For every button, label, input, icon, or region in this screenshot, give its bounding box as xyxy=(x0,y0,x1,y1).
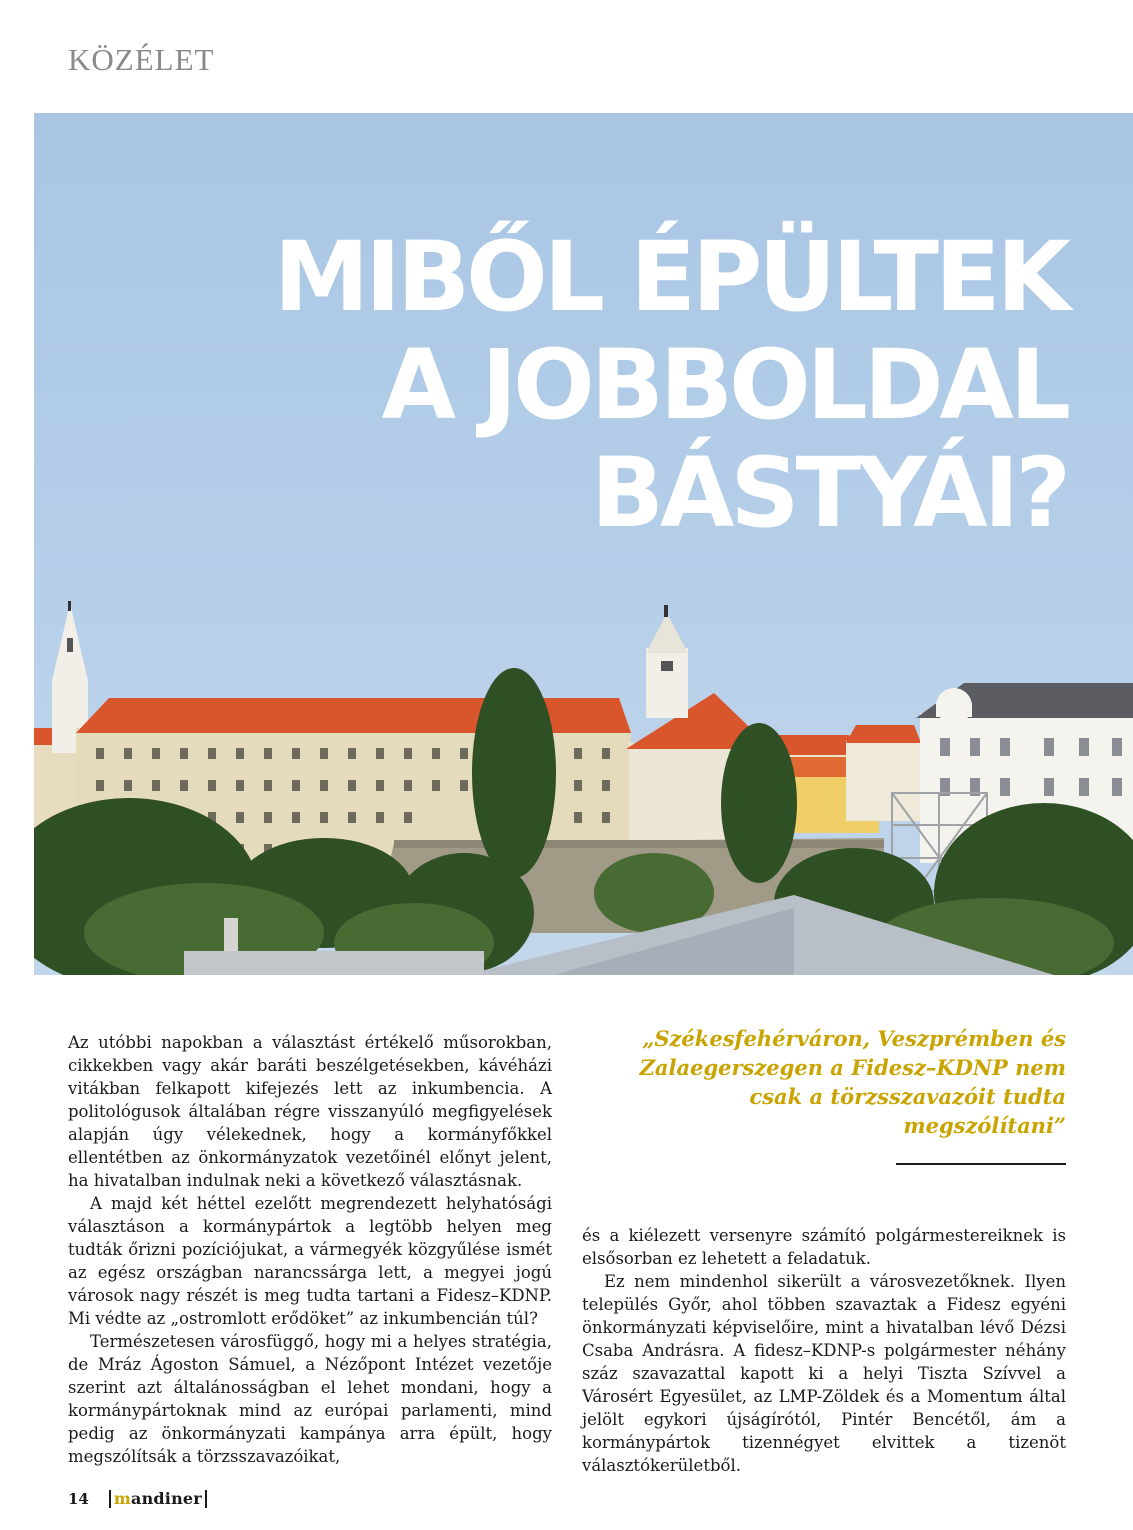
section-label: KÖZÉLET xyxy=(68,42,215,77)
headline-line-2: A JOBBOLDAL xyxy=(381,329,1067,441)
pull-quote-rule xyxy=(896,1163,1066,1165)
page-number: 14 xyxy=(68,1490,89,1508)
logo-text: andiner xyxy=(131,1489,202,1508)
body-paragraph: Ez nem mindenhol sikerült a városvezetőknek. Ilyen település Győr, ahol többen szavaztak a Fidesz egyéni önkormányzati képviselőire, mint a hivatalban lévő Dézsi Csaba Andrásra. A fidesz–KDNP-s polgármester néhány száz szavazattal kapott ki a helyi Tiszta Szívvel a Városért Egyesület, az LMP-Zöldek és a Momentum által jelölt egykori újságírótól, Pintér Bencétől, ám a kormánypártok tizennégyet elvittek a tizenöt választókerületből. xyxy=(582,1272,1066,1475)
magazine-logo xyxy=(109,1490,207,1508)
headline xyxy=(274,223,1067,547)
body-column-right xyxy=(582,1224,1066,1477)
body-paragraph: és a kiélezett versenyre számító polgármestereiknek is elsősorban ez lehetett a feladatuk. xyxy=(582,1226,1066,1268)
logo-letter-m: m xyxy=(113,1489,132,1508)
headline-line-1: MIBŐL ÉPÜLTEK xyxy=(273,221,1067,333)
hero-image xyxy=(34,113,1133,975)
headline-line-3: BÁSTYÁI? xyxy=(590,437,1067,549)
pull-quote: „Székesfehérváron, Veszprémben és Zalaegerszegen a Fidesz–KDNP nem csak a törzsszavazóit tudta megszólítani” xyxy=(639,1026,1066,1138)
body-paragraph: Természetesen városfüggő, hogy mi a helyes stratégia, de Mráz Ágoston Sámuel, a Nézőpont Intézet vezetője szerint azt általánosságban el lehet mondani, hogy a kormánypártoknak mind az európai parlamenti, mind pedig az önkormányzati kampánya arra épült, hogy megszólítsák a törzsszavazóikat, xyxy=(68,1332,552,1466)
body-column-left xyxy=(68,1031,552,1468)
body-paragraph: Az utóbbi napokban a választást értékelő műsorokban, cikkekben vagy akár baráti beszélgetésekben, kávéházi vitákban felkapott kifejezés lett az inkumbencia. A politológusok általában régre visszanyúló megfigyelések alapján úgy vélekednek, hogy a kormányfőkkel ellentétben az önkormányzatok vezetőinél előnyt jelent, ha hivatalban indulnak neki a következő választásnak. xyxy=(68,1033,552,1190)
body-paragraph: A majd két héttel ezelőtt megrendezett helyhatósági választáson a kormánypártok a legtöbb helyen meg tudták őrizni pozíciójukat, a vármegyék közgyűlése ismét az egész országban narancssárga lett, a megyei jogú városok nagy részét is meg tudta tartani a Fidesz–KDNP. Mi védte az „ostromlott erődöket” az inkumbencián túl? xyxy=(68,1194,552,1328)
page-footer xyxy=(68,1488,207,1510)
